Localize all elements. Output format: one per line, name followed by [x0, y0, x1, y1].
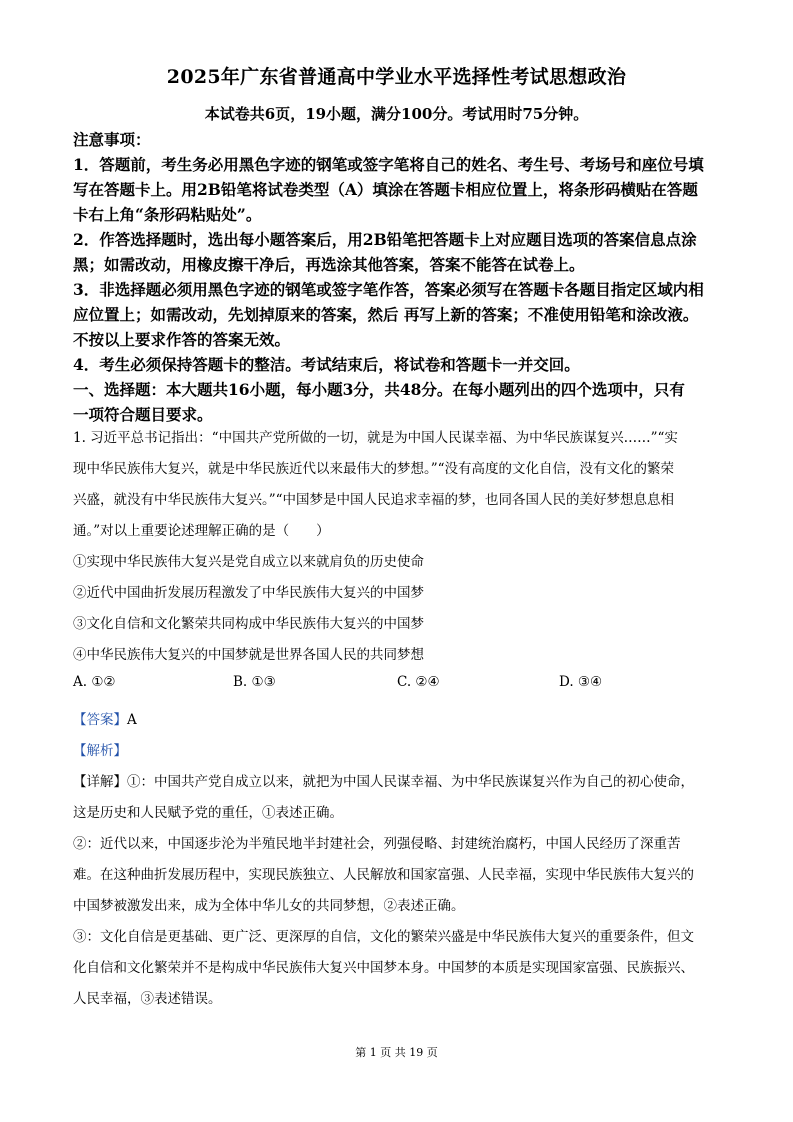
question-stem-line: 兴盛，就没有中华民族伟大复兴。”“中国梦是中国人民追求幸福的梦，也同各国人民的美好梦想息息相 — [73, 492, 675, 508]
notice-section — [73, 127, 723, 427]
question-statement: ③文化自信和文化繁荣共同构成中华民族伟大复兴的中国梦 — [73, 616, 424, 632]
question-stem-line: 现中华民族伟大复兴，就是中华民族近代以来最伟大的梦想。”“没有高度的文化自信，没有文化的繁荣 — [73, 461, 675, 477]
notice-line: 应位置上；如需改动，先划掉原来的答案，然后 再写上新的答案；不准使用铅笔和涂改液。 — [73, 305, 699, 324]
section-heading: 一项符合题目要求。 — [73, 405, 213, 424]
notice-line: 写在答题卡上。用2B铅笔将试卷类型（A）填涂在答题卡相应位置上，将条形码横贴在答题 — [73, 180, 698, 199]
notice-line: 黑；如需改动，用橡皮擦干净后，再选涂其他答案，答案不能答在试卷上。 — [73, 255, 585, 274]
exam-title: 2025年广东省普通高中学业水平选择性考试思想政治 — [166, 66, 627, 88]
detail-label: 【详解】 — [73, 774, 127, 790]
option-c: C. ②④ — [397, 674, 440, 690]
notice-line: 2．作答选择题时，选出每小题答案后，用2B铅笔把答题卡上对应题目选项的答案信息点涂 — [73, 230, 697, 249]
detail-line: 这是历史和人民赋予党的重任，①表述正确。 — [73, 805, 343, 821]
question-stem-line: 1. 习近平总书记指出：“中国共产党所做的一切，就是为中国人民谋幸福、为中华民族谋复兴……”“实 — [73, 430, 678, 446]
answer-section — [73, 705, 723, 1015]
option-a: A. ①② — [73, 674, 116, 690]
detail-line: ③：文化自信是更基础、更广泛、更深厚的自信，文化的繁荣兴盛是中华民族伟大复兴的重要条件，但文 — [73, 929, 694, 945]
detail-line: 中国梦被激发出来，成为全体中华儿女的共同梦想，②表述正确。 — [73, 898, 465, 914]
notice-heading: 注意事项： — [73, 130, 151, 149]
section-heading: 一、选择题：本大题共16小题，每小题3分，共48分。在每小题列出的四个选项中，只有 — [73, 380, 685, 399]
question-options — [73, 674, 723, 702]
notice-line: 卡右上角“条形码粘贴处”。 — [73, 205, 262, 224]
notice-line: 不按以上要求作答的答案无效。 — [73, 330, 291, 349]
detail-first-line — [73, 767, 723, 798]
detail-line: ②：近代以来，中国逐步沦为半殖民地半封建社会，列强侵略、封建统治腐朽，中国人民经历了深重苦 — [73, 836, 681, 852]
detail-line: 难。在这种曲折发展历程中，实现民族独立、人民解放和国家富强、人民幸福，实现中华民族伟大复兴的 — [73, 867, 694, 883]
question-statement: ④中华民族伟大复兴的中国梦就是世界各国人民的共同梦想 — [73, 647, 424, 663]
page-number: 第 1 页 共 19 页 — [355, 1046, 438, 1059]
answer-line — [73, 705, 723, 736]
question-statement: ②近代中国曲折发展历程激发了中华民族伟大复兴的中国梦 — [73, 585, 424, 601]
question-stem-line: 通。”对以上重要论述理解正确的是（ ） — [73, 523, 330, 539]
option-b: B. ①③ — [233, 674, 276, 690]
question-statement: ①实现中华民族伟大复兴是党自成立以来就肩负的历史使命 — [73, 554, 424, 570]
detail-text: ①：中国共产党自成立以来，就把为中国人民谋幸福、为中华民族谋复兴作为自己的初心使命， — [127, 774, 694, 790]
analysis-label: 【解析】 — [73, 743, 127, 759]
question-1 — [73, 423, 723, 671]
answer-value: A — [127, 712, 137, 728]
exam-subtitle: 本试卷共6页，19小题，满分100分。考试用时75分钟。 — [204, 105, 589, 123]
notice-line: 3．非选择题必须用黑色字迹的钢笔或签字笔作答，答案必须写在答题卡各题目指定区域内相 — [73, 280, 704, 299]
detail-line: 化自信和文化繁荣并不是构成中华民族伟大复兴中国梦本身。中国梦的本质是实现国家富强、民族振兴、 — [73, 960, 694, 976]
option-d: D. ③④ — [559, 674, 603, 690]
detail-line: 人民幸福，③表述错误。 — [73, 991, 222, 1007]
answer-label: 【答案】 — [73, 712, 127, 728]
notice-line: 4．考生必须保持答题卡的整洁。考试结束后，将试卷和答题卡一并交回。 — [73, 355, 580, 374]
notice-line: 1．答题前，考生务必用黑色字迹的钢笔或签字笔将自己的姓名、考生号、考场号和座位号填 — [73, 155, 704, 174]
